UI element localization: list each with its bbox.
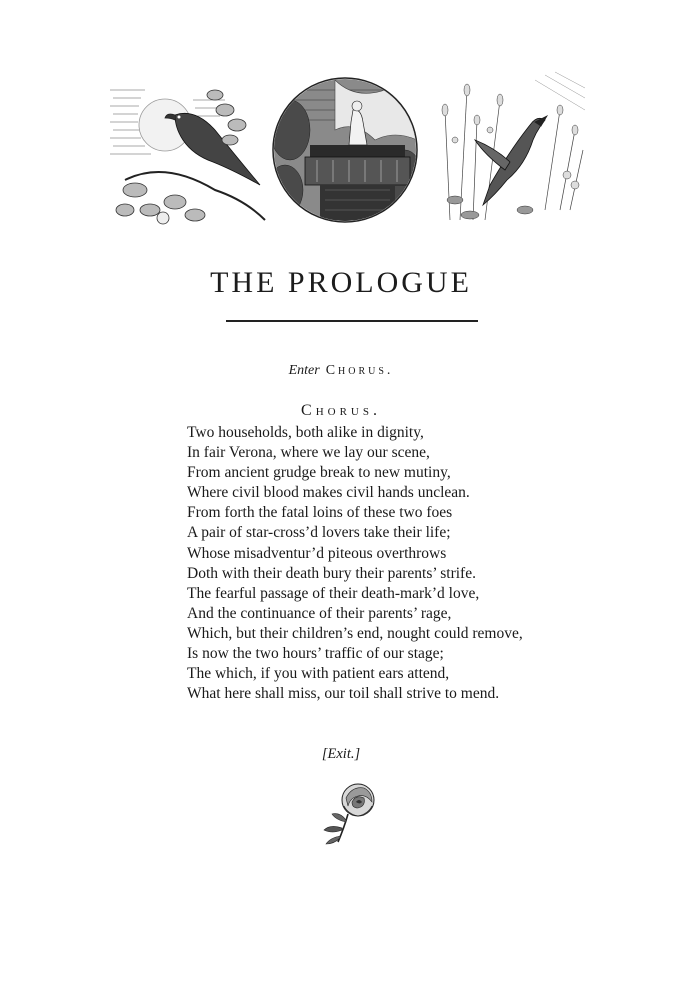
stage-direction-character: Chorus. bbox=[325, 363, 394, 378]
verse-line: And the continuance of their parents’ rage, bbox=[187, 604, 452, 622]
speaker-heading: Chorus. bbox=[301, 402, 381, 419]
header-illustration bbox=[105, 70, 585, 230]
exit-direction: [Exit.] bbox=[321, 746, 361, 762]
verse-line: Doth with their death bury their parents’ strife. bbox=[187, 564, 476, 582]
verse-line: A pair of star-cross’d lovers take their life; bbox=[187, 524, 451, 542]
verse-line: Two households, both alike in dignity, bbox=[187, 424, 424, 441]
title-divider bbox=[226, 320, 478, 322]
verse-line: In fair Verona, where we lay our scene, bbox=[187, 444, 430, 462]
verse-line: Whose misadventur’d piteous overthrows bbox=[187, 544, 447, 562]
verse-line: The fearful passage of their death-mark’d love, bbox=[187, 584, 480, 602]
stage-direction bbox=[0, 363, 682, 379]
page-title: THE PROLOGUE bbox=[210, 266, 472, 299]
verse-line: The which, if you with patient ears attend, bbox=[187, 665, 450, 683]
bird-flowers-icon bbox=[442, 72, 585, 220]
verse-line: What here shall miss, our toil shall strive to mend. bbox=[187, 685, 500, 703]
verse-line: From forth the fatal loins of these two foes bbox=[187, 504, 453, 522]
verse-line: Is now the two hours’ traffic of our stage; bbox=[187, 645, 444, 663]
rose-icon bbox=[318, 780, 384, 846]
verse-block bbox=[187, 423, 567, 704]
balcony-medallion-icon bbox=[267, 78, 423, 230]
verse-line: From ancient grudge break to new mutiny, bbox=[187, 464, 451, 482]
stage-direction-enter: Enter bbox=[288, 363, 320, 378]
verse-line: Which, but their children’s end, nought could remove, bbox=[187, 624, 523, 642]
bird-moon-icon bbox=[110, 90, 265, 224]
verse-line: Where civil blood makes civil hands unclean. bbox=[187, 484, 470, 502]
